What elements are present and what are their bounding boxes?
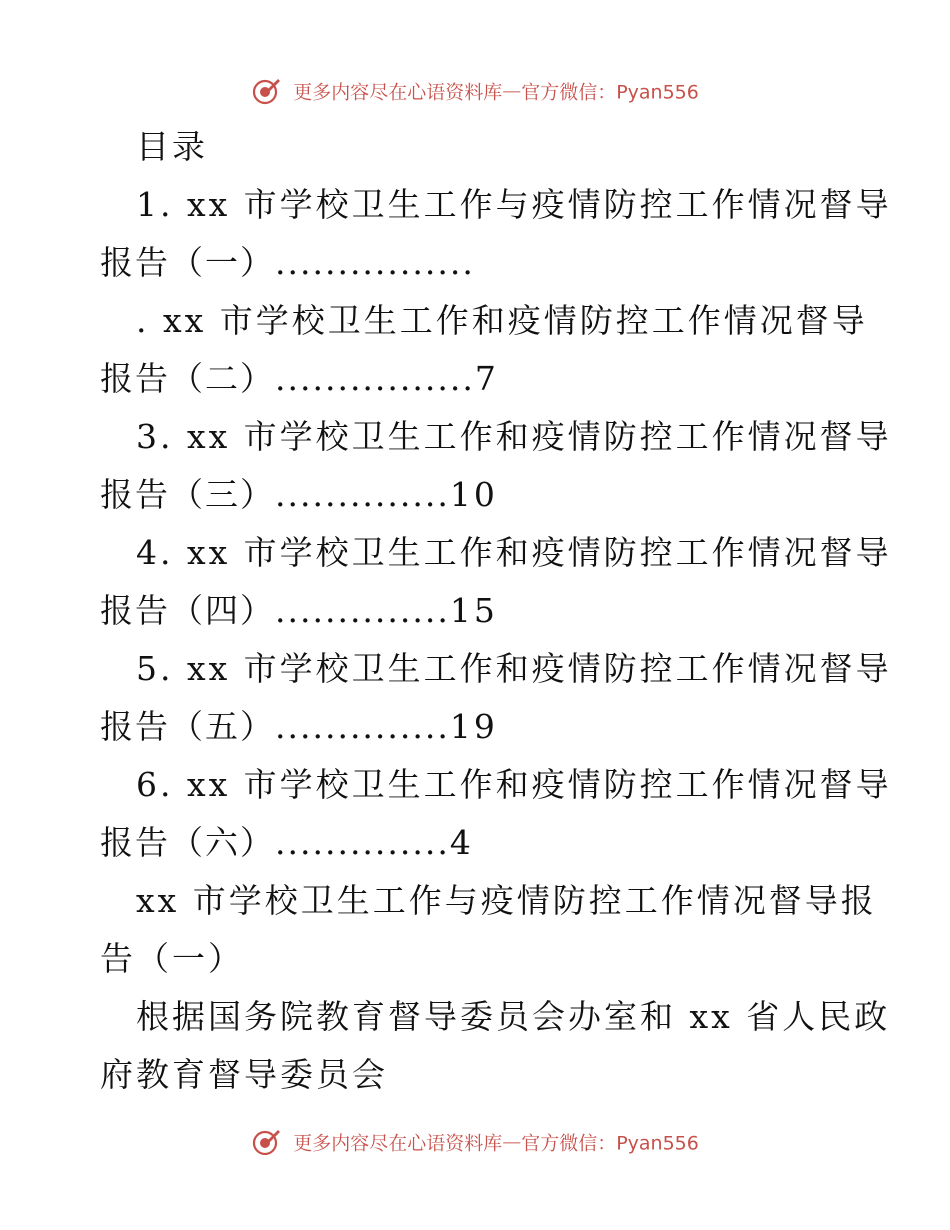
toc-entry-page: 10	[449, 475, 498, 514]
body-paragraph: 根据国务院教育督导委员会办室和 xx 省人民政	[136, 997, 891, 1036]
document-body	[100, 118, 892, 1104]
section-heading-cont: 告（一）	[100, 939, 244, 978]
toc-entry-label: 报告（二）................	[100, 359, 475, 398]
toc-entry-leader	[100, 466, 860, 524]
toc-entry-title: 1. xx 市学校卫生工作与疫情防控工作情况督导	[136, 185, 892, 224]
toc-entry-leader	[100, 698, 860, 756]
toc-entry-page: 7	[474, 359, 499, 398]
toc-entry-label: 报告（五）..............	[100, 707, 450, 746]
watermark-text: 更多内容尽在心语资料库	[293, 81, 503, 104]
toc-entry-label: 报告（一）................	[100, 243, 475, 282]
watermark-footer	[0, 1127, 950, 1157]
toc-entry-6	[100, 756, 892, 872]
toc-entry-page: 19	[449, 707, 498, 746]
toc-entry-leader	[100, 234, 860, 292]
toc-entry-page: 15	[449, 591, 498, 630]
watermark-header	[0, 76, 950, 106]
body-paragraph-cont: 府教育督导委员会	[100, 1055, 388, 1094]
pen-seal-icon	[251, 76, 281, 106]
section-heading: xx 市学校卫生工作与疫情防控工作情况督导报	[136, 881, 877, 920]
watermark-separator: —	[502, 1131, 522, 1153]
watermark-separator: —	[502, 80, 522, 102]
watermark-official-id: 官方微信：Pyan556	[521, 1132, 699, 1155]
toc-entry-4	[100, 524, 892, 640]
toc-entry-1	[100, 176, 892, 292]
toc-entry-label: 报告（六）..............	[100, 823, 450, 862]
toc-entry-3	[100, 408, 892, 524]
toc-entry-title: 5. xx 市学校卫生工作和疫情防控工作情况督导	[136, 649, 892, 688]
toc-entry-title: 6. xx 市学校卫生工作和疫情防控工作情况督导	[136, 765, 892, 804]
toc-entry-page: 4	[449, 823, 474, 862]
pen-seal-icon	[251, 1127, 281, 1157]
watermark-text: 更多内容尽在心语资料库	[293, 1132, 503, 1155]
toc-entry-5	[100, 640, 892, 756]
toc-entry-title: 3. xx 市学校卫生工作和疫情防控工作情况督导	[136, 417, 892, 456]
toc-entry-title: 4. xx 市学校卫生工作和疫情防控工作情况督导	[136, 533, 892, 572]
toc-title: 目录	[136, 127, 208, 166]
toc-entry-leader	[100, 350, 860, 408]
toc-entry-leader	[100, 814, 860, 872]
toc-entry-label: 报告（四）..............	[100, 591, 450, 630]
toc-entry-leader	[100, 582, 860, 640]
toc-entry-title: . xx 市学校卫生工作和疫情防控工作情况督导	[136, 301, 868, 340]
toc-entry-label: 报告（三）..............	[100, 475, 450, 514]
watermark-official-id: 官方微信：Pyan556	[521, 81, 699, 104]
toc-entry-2	[100, 292, 868, 408]
